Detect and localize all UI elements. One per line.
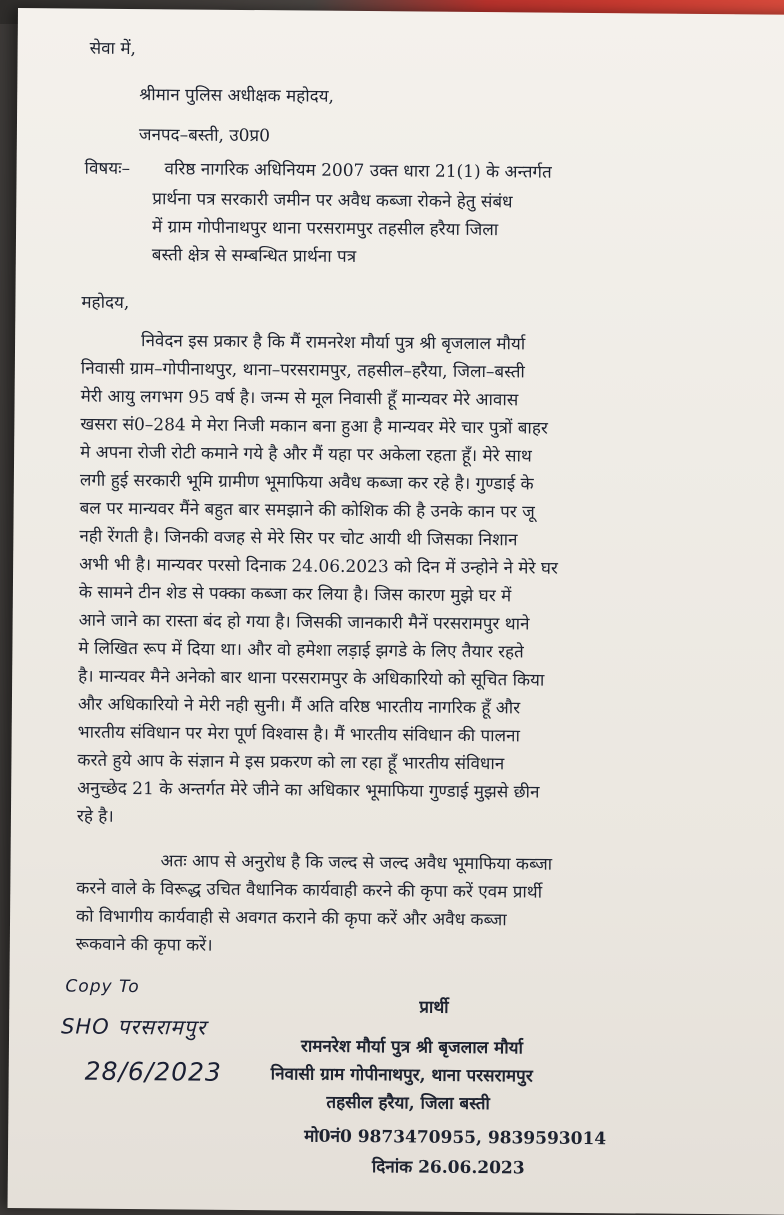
applicant-address-2: तहसील हरैया, जिला बस्ती bbox=[326, 1092, 490, 1115]
subject-line-3: में ग्राम गोपीनाथपुर थाना परसरामपुर तहसील हरैया जिला bbox=[152, 217, 499, 241]
handwritten-copy-to: Copy To bbox=[65, 976, 140, 998]
letter-page bbox=[8, 8, 784, 1215]
body-line: आने जाने का रास्ता बंद हो गया है। जिसकी जानकारी मैनें परसरामपुर थाने bbox=[78, 610, 530, 635]
request-line: को विभागीय कार्यवाही से अवगत कराने की कृपा करें और अवैध कब्जा bbox=[75, 906, 507, 931]
body-line: लगी हुई सरकारी भूमि ग्रामीण भूमाफिया अवैध कब्जा कर रहे है। गुण्डाई के bbox=[79, 470, 534, 495]
body-line: है। मान्यवर मैने अनेको बार थाना परसरामपुर के अधिकारियो को सूचित किया bbox=[78, 666, 545, 691]
subject-label: विषयः– bbox=[84, 158, 131, 179]
applicant-mobile: मो0नं0 9873470955, 9839593014 bbox=[304, 1126, 607, 1150]
body-line: के सामने टीन शेड से पक्का कब्जा कर लिया है। जिस कारण मुझे घर में bbox=[78, 582, 512, 607]
body-line: अनुच्छेद 21 के अन्तर्गत मेरे जीने का अधिकार भूमाफिया गुण्डाई मुझसे छीन bbox=[77, 778, 540, 803]
subject-line-4: बस्ती क्षेत्र से सम्बन्धित प्रार्थना पत्र bbox=[151, 245, 357, 267]
body-line: खसरा सं0–284 मे मेरा निजी मकान बना हुआ है मान्यवर मेरे चार पुत्रों बाहर bbox=[80, 414, 548, 439]
body-line: बल पर मान्यवर मैंने बहुत बार समझाने की कोशिक की है उनके कान पर जू bbox=[79, 498, 535, 523]
body-line: मे लिखित रूप में दिया था। और वो हमेशा लड़ाई झगडे के लिए तैयार रहते bbox=[78, 638, 524, 663]
handwritten-date: 28/6/2023 bbox=[84, 1056, 223, 1087]
body-line: अभी भी है। मान्यवर परसो दिनाक 24.06.2023 को दिन में उन्होने ने मेरे घर bbox=[79, 554, 558, 579]
body-line: निवासी ग्राम–गोपीनाथपुर, थाना–परसरामपुर, तहसील–हरैया, जिला–बस्ती bbox=[80, 358, 525, 383]
addressee: श्रीमान पुलिस अधीक्षक महोदय, bbox=[139, 85, 335, 107]
body-line: मे अपना रोजी रोटी कमाने गये है और मैं यहा पर अकेला रहता हूँ। मेरे साथ bbox=[80, 442, 532, 467]
subject-line-1: वरिष्ठ नागरिक अधिनियम 2007 उक्त धारा 21(1) के अन्तर्गत bbox=[164, 159, 552, 183]
subject-line-2: प्रार्थना पत्र सरकारी जमीन पर अवैध कब्जा रोकने हेतु संबंध bbox=[152, 189, 513, 213]
salutation-to: सेवा में, bbox=[89, 38, 137, 60]
body-line: निवेदन इस प्रकार है कि मैं रामनरेश मौर्या पुत्र श्री बृजलाल मौर्या bbox=[141, 331, 526, 355]
handwritten-recipient: SHO परसरामपुर bbox=[61, 1014, 207, 1040]
body-line: करते हुये आप के संज्ञान मे इस प्रकरण को ला रहा हूँ भारतीय संविधान bbox=[77, 750, 505, 775]
request-line: अतः आप से अनुरोध है कि जल्द से जल्द अवैध भूमाफिया कब्जा bbox=[160, 851, 553, 875]
body-line: और अधिकारियो ने मेरी नही सुनी। मैं अति वरिष्ठ भारतीय नागरिक हूँ और bbox=[77, 694, 521, 719]
greeting: महोदय, bbox=[81, 292, 130, 313]
body-line: मेरी आयु लगभग 95 वर्ष है। जन्म से मूल निवासी हूँ मान्यवर मेरे आवास bbox=[80, 386, 519, 411]
request-line: करने वाले के विरूद्ध उचित वैधानिक कार्यवाही करने की कृपा करें एवम प्रार्थी bbox=[76, 878, 543, 903]
applicant-name: रामनरेश मौर्या पुत्र श्री बृजलाल मौर्या bbox=[300, 1036, 524, 1059]
applicant-address-1: निवासी ग्राम गोपीनाथपुर, थाना परसरामपुर bbox=[270, 1064, 533, 1087]
applicant-label: प्रार्थी bbox=[419, 997, 449, 1018]
applicant-date: दिनांक 26.06.2023 bbox=[371, 1157, 525, 1179]
body-line: भारतीय संविधान पर मेरा पूर्ण विश्वास है। मैं भारतीय संविधान की पालना bbox=[77, 722, 521, 747]
body-line: नही रेंगती है। जिनकी वजह से मेरे सिर पर चोट आयी थी जिसका निशान bbox=[79, 526, 518, 551]
district: जनपद–बस्ती, उ0प्र0 bbox=[138, 125, 271, 147]
body-line: रहे है। bbox=[76, 806, 114, 827]
request-line: रूकवाने की कृपा करें। bbox=[75, 934, 213, 956]
